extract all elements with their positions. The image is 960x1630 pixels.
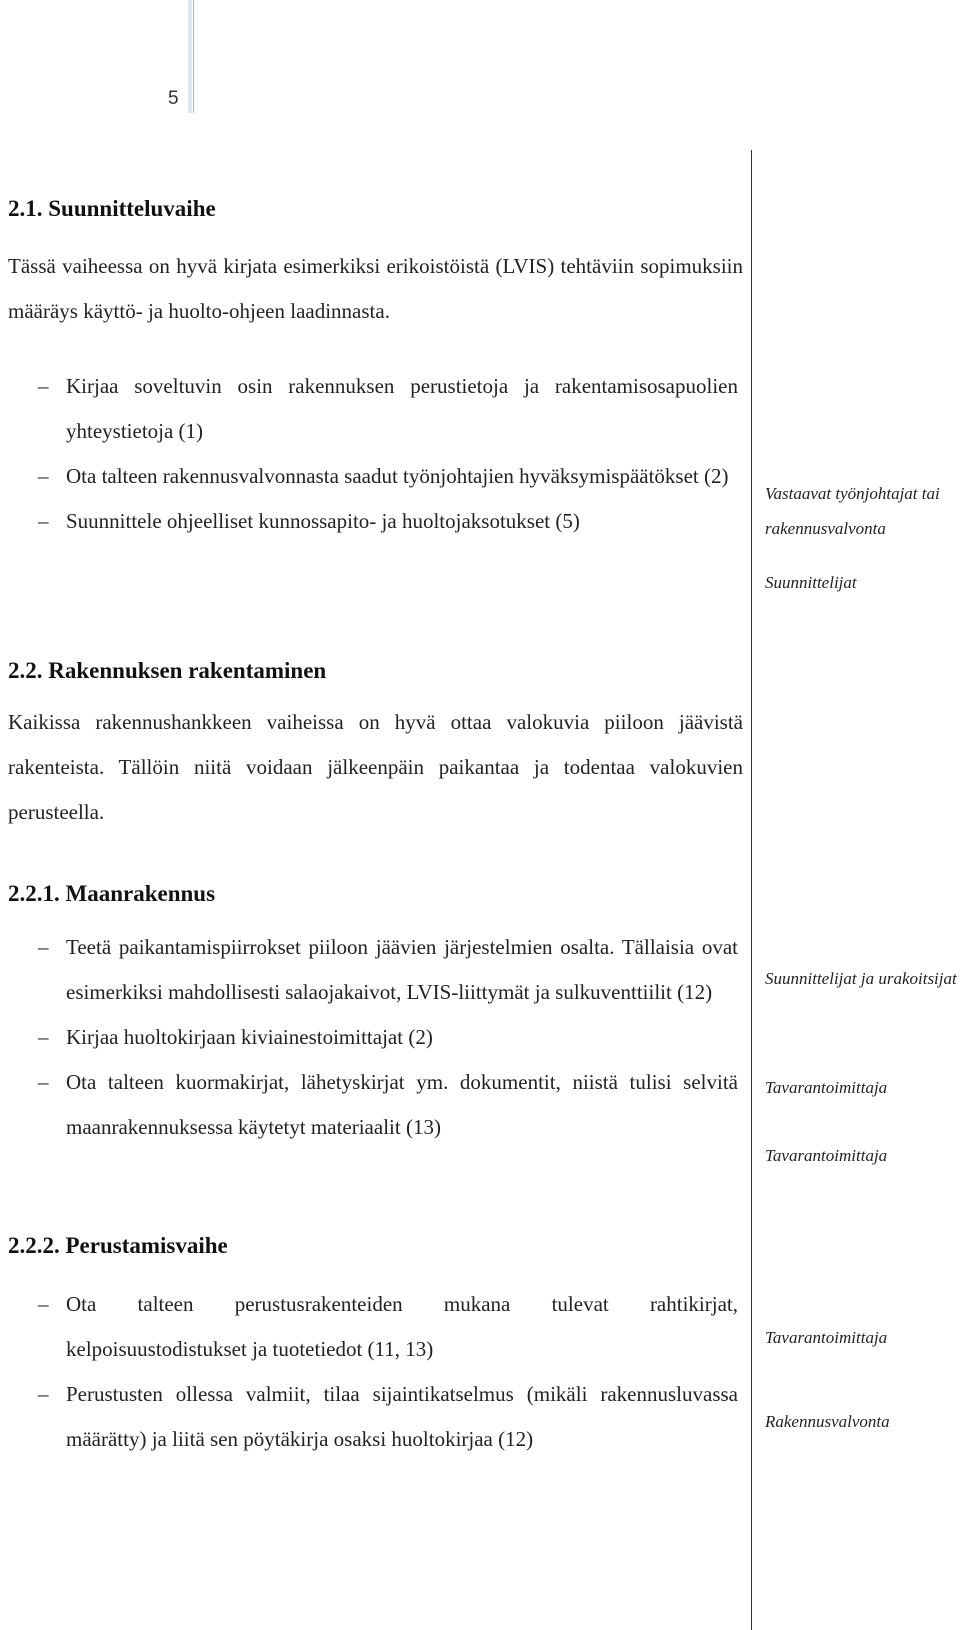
margin-note: Suunnittelijat xyxy=(765,573,857,592)
section-heading-2-2: 2.2. Rakennuksen rakentaminen xyxy=(8,658,327,683)
dash-bullet: – xyxy=(38,1025,49,1049)
margin-column-rule xyxy=(751,150,752,1630)
dash-bullet: – xyxy=(38,1070,49,1094)
header-rule-light xyxy=(188,0,192,113)
list-item: – Ota talteen perustusrakenteiden mukana tulevat rahtikirjat, kelpoisuustodistukset ja tuotetiedot (11, 13) xyxy=(38,1282,738,1372)
margin-note: Tavarantoimittaja xyxy=(765,1146,888,1165)
section-heading-2-2-1: 2.2.1. Maanrakennus xyxy=(8,881,216,906)
dash-bullet: – xyxy=(38,464,49,488)
section-heading-2-1: 2.1. Suunnitteluvaihe xyxy=(8,196,216,221)
margin-note: Suunnittelijat ja urakoitsijat xyxy=(765,969,957,988)
page-number: 5 xyxy=(168,88,179,109)
margin-note: Tavarantoimittaja xyxy=(765,1078,888,1097)
list-item: – Suunnittele ohjeelliset kunnossapito- ja huoltojaksotukset (5) xyxy=(38,499,738,544)
section-2-2-1-list xyxy=(38,925,738,1150)
dash-bullet: – xyxy=(38,935,49,959)
margin-note: Tavarantoimittaja xyxy=(765,1328,888,1347)
dash-bullet: – xyxy=(38,509,49,533)
section-2-2-paragraph: Kaikissa rakennushankkeen vaiheissa on hyvä ottaa valokuvia piiloon jäävistä rakenteista. Tällöin niitä voidaan jälkeenpäin paikantaa ja todentaa valokuvien perusteella. xyxy=(8,710,743,824)
section-2-1-paragraph: Tässä vaiheessa on hyvä kirjata esimerkiksi erikoistöistä (LVIS) tehtäviin sopimuksiin määräys käyttö- ja huolto-ohjeen laadinnasta. xyxy=(8,254,743,323)
section-2-1-list xyxy=(38,364,738,544)
section-2-2-2-list xyxy=(38,1282,738,1462)
list-item: – Kirjaa soveltuvin osin rakennuksen perustietoja ja rakentamisosapuolien yhteystietoja (1) xyxy=(38,364,738,454)
dash-bullet: – xyxy=(38,1382,49,1406)
header-rule-dark xyxy=(193,0,194,113)
section-heading-2-2-2: 2.2.2. Perustamisvaihe xyxy=(8,1233,228,1258)
list-item: – Ota talteen rakennusvalvonnasta saadut työnjohtajien hyväksymispäätökset (2) xyxy=(38,454,738,499)
dash-bullet: – xyxy=(38,374,49,398)
margin-note: Vastaavat työnjohtajat tai rakennusvalvonta xyxy=(765,484,940,538)
list-item: – Kirjaa huoltokirjaan kiviainestoimittajat (2) xyxy=(38,1015,738,1060)
list-item: – Ota talteen kuormakirjat, lähetyskirjat ym. dokumentit, niistä tulisi selvitä maanrakennuksessa käytetyt materiaalit (13) xyxy=(38,1060,738,1150)
list-item: – Teetä paikantamispiirrokset piiloon jäävien järjestelmien osalta. Tällaisia ovat esimerkiksi mahdollisesti salaojakaivot, LVIS-liittymät ja sulkuventtiilit (12) xyxy=(38,925,738,1015)
margin-note: Rakennusvalvonta xyxy=(765,1412,890,1431)
dash-bullet: – xyxy=(38,1292,49,1316)
list-item: – Perustusten ollessa valmiit, tilaa sijaintikatselmus (mikäli rakennusluvassa määrätty) ja liitä sen pöytäkirja osaksi huoltokirjaa (12) xyxy=(38,1372,738,1462)
